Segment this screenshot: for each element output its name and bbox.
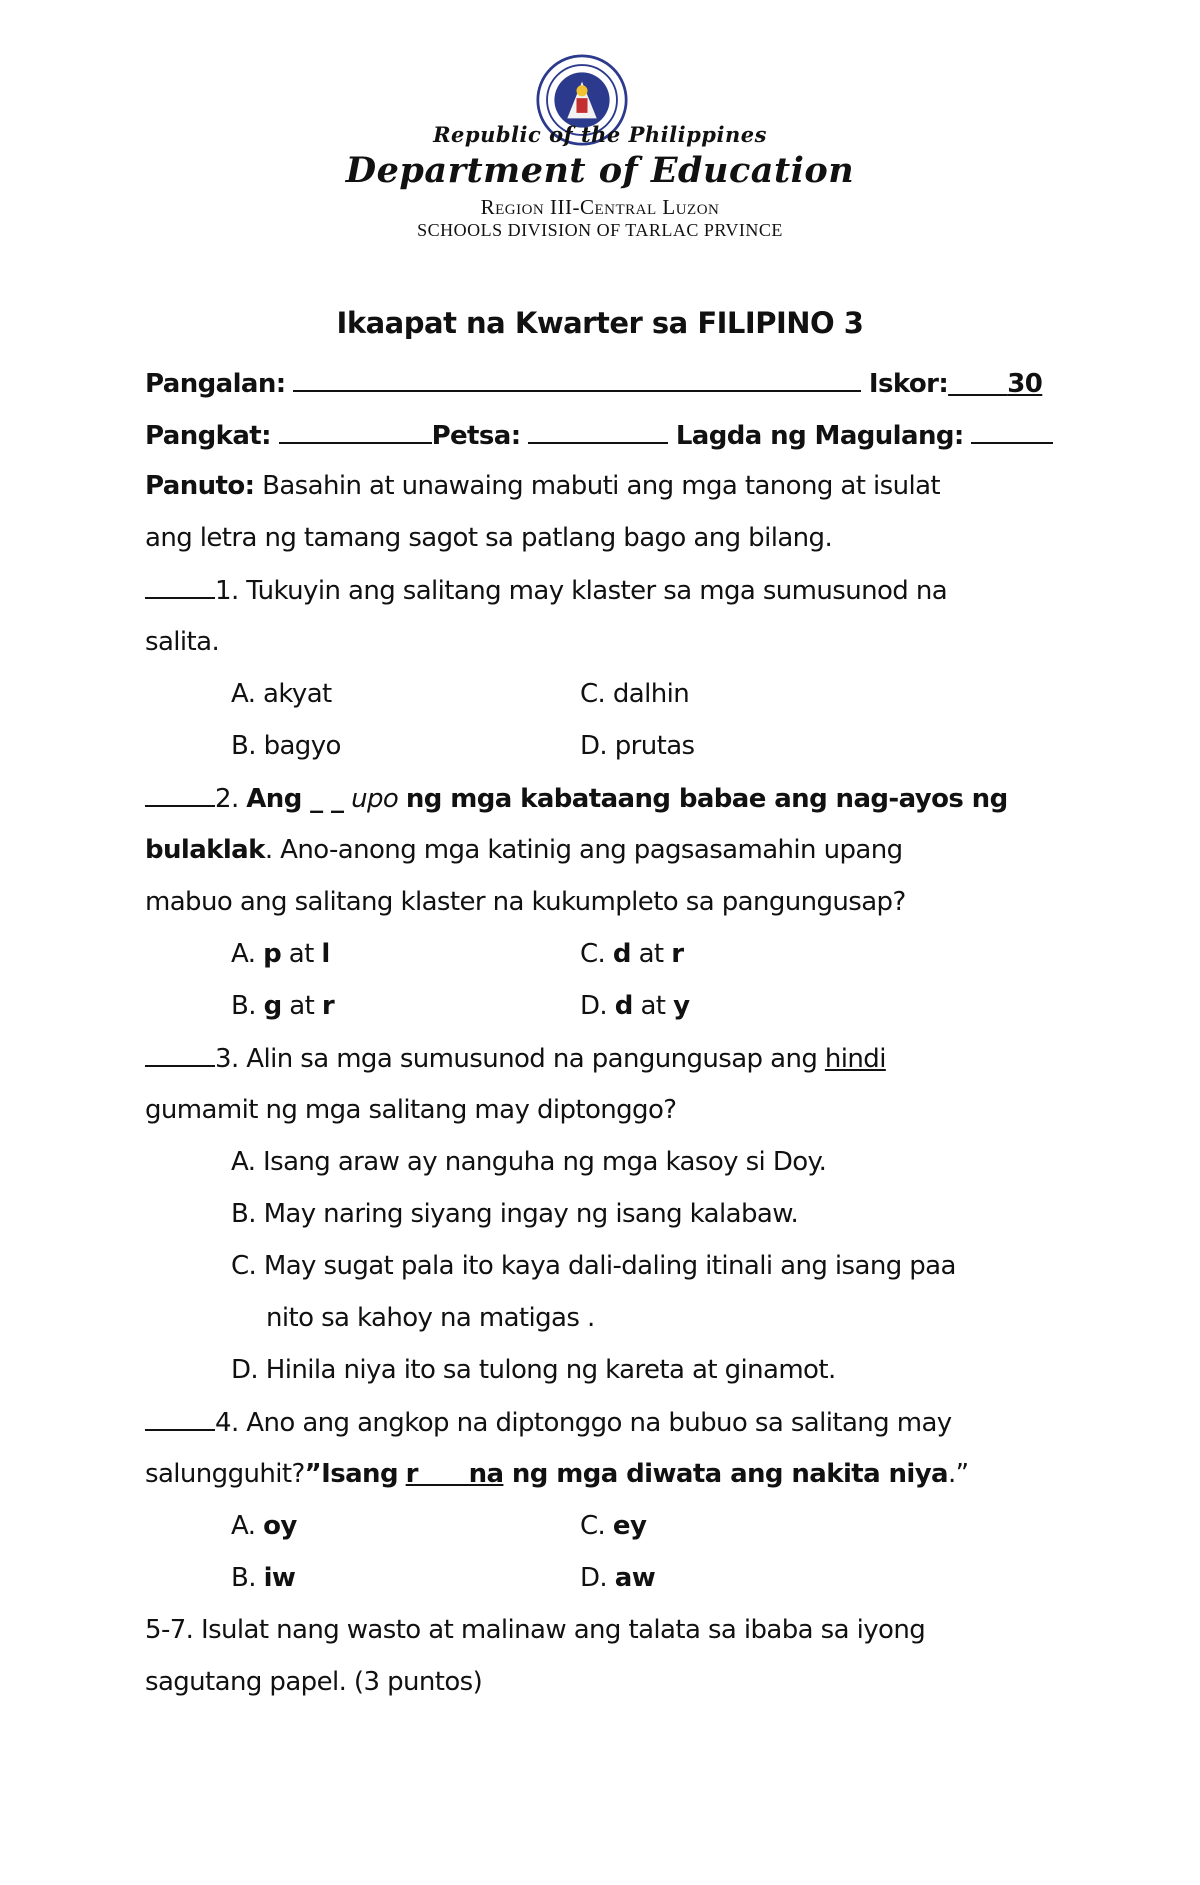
section-label: Pangkat: xyxy=(145,421,271,451)
question-2-cont: bulaklak. Ano-anong mga katinig ang pagsasamahin upang xyxy=(145,835,903,865)
answer-blank-4[interactable] xyxy=(145,1405,215,1431)
answer-blank-2[interactable] xyxy=(145,781,215,807)
name-label: Pangalan: xyxy=(145,369,286,399)
q3-option-a: A. Isang araw ay nanguha ng mga kasoy si Doy. xyxy=(231,1147,827,1177)
q2-option-b: B. g at r xyxy=(231,991,335,1021)
q1-option-b: B. bagyo xyxy=(231,731,341,761)
parent-sign-field[interactable] xyxy=(971,418,1053,444)
q3-option-b: B. May naring siyang ingay ng isang kalabaw. xyxy=(231,1199,799,1229)
region-heading: Region III-Central Luzon xyxy=(480,195,720,219)
q1-option-d: D. prutas xyxy=(580,731,695,761)
score-label: Iskor: xyxy=(868,369,949,399)
q4-option-d: D. aw xyxy=(580,1563,656,1593)
question-4-cont: salungguhit?”Isang r na ng mga diwata ang nakita niya.” xyxy=(145,1459,969,1489)
answer-blank-3[interactable] xyxy=(145,1041,215,1067)
q4-option-c: C. ey xyxy=(580,1511,647,1541)
q2-option-c: C. d at r xyxy=(580,939,684,969)
instruction-line-1: Panuto: Basahin at unawaing mabuti ang mga tanong at isulat xyxy=(145,471,941,501)
q3-option-c-cont: nito sa kahoy na matigas . xyxy=(266,1303,595,1333)
score-value: 30 xyxy=(1007,369,1043,399)
question-1: 1. Tukuyin ang salitang may klaster sa mga sumusunod na xyxy=(145,573,947,608)
division-heading: SCHOOLS DIVISION OF TARLAC PRVINCE xyxy=(417,220,783,240)
instruction-label: Panuto: xyxy=(145,471,255,501)
name-field[interactable] xyxy=(293,366,861,392)
department-heading: Department of Education xyxy=(345,150,855,191)
q1-option-c: C. dalhin xyxy=(580,679,690,709)
question-5-7-cont: sagutang papel. (3 puntos) xyxy=(145,1667,483,1697)
parent-sign-label: Lagda ng Magulang: xyxy=(675,421,964,451)
question-2-cont-2: mabuo ang salitang klaster na kukumpleto sa pangungusap? xyxy=(145,887,906,917)
q3-option-d: D. Hinila niya ito sa tulong ng kareta at ginamot. xyxy=(231,1355,836,1385)
section-field[interactable] xyxy=(279,418,432,444)
question-3: 3. Alin sa mga sumusunod na pangungusap ang hindi xyxy=(145,1041,886,1076)
name-score-row xyxy=(145,366,1042,401)
question-3-cont: gumamit ng mga salitang may diptonggo? xyxy=(145,1095,677,1125)
q2-option-a: A. p at l xyxy=(231,939,330,969)
q4-option-a: A. oy xyxy=(231,1511,297,1541)
answer-blank-1[interactable] xyxy=(145,573,215,599)
section-date-row xyxy=(145,418,1053,453)
question-5-7: 5-7. Isulat nang wasto at malinaw ang talata sa ibaba sa iyong xyxy=(145,1615,926,1645)
question-4: 4. Ano ang angkop na diptonggo na bubuo sa salitang may xyxy=(145,1405,952,1440)
question-1-cont: salita. xyxy=(145,627,220,657)
page-title: Ikaapat na Kwarter sa FILIPINO 3 xyxy=(336,306,864,340)
date-field[interactable] xyxy=(528,418,668,444)
republic-heading: Republic of the Philippines xyxy=(433,122,767,147)
date-label: Petsa: xyxy=(431,421,521,451)
q3-option-c: C. May sugat pala ito kaya dali-daling itinali ang isang paa xyxy=(231,1251,956,1281)
q1-option-a: A. akyat xyxy=(231,679,332,709)
q4-option-b: B. iw xyxy=(231,1563,296,1593)
q2-option-d: D. d at y xyxy=(580,991,690,1021)
instruction-line-2: ang letra ng tamang sagot sa patlang bago ang bilang. xyxy=(145,523,833,553)
question-2: 2. Ang _ _ upo ng mga kabataang babae ang nag-ayos ng xyxy=(145,781,1008,816)
